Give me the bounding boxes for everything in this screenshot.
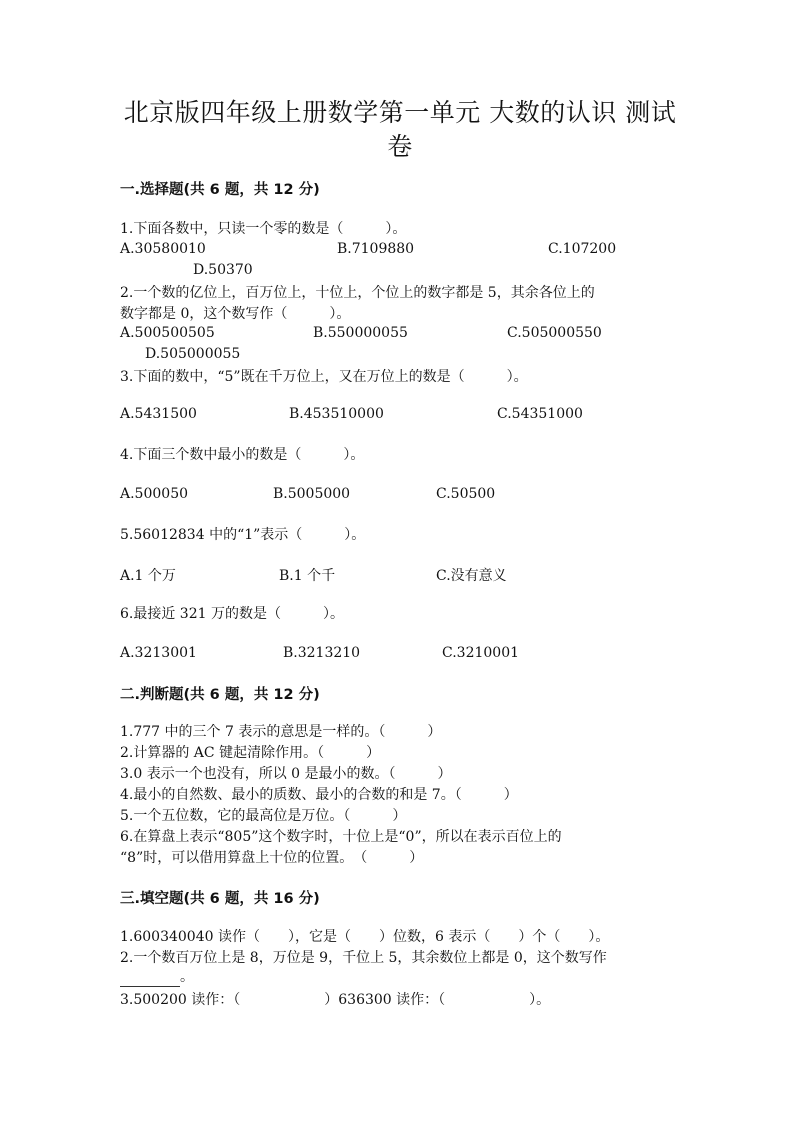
question-5-option-b: B.1 个千 — [279, 568, 336, 584]
question-5-stem: 5.56012834 中的“1”表示（ ）。 — [120, 527, 366, 543]
judge-item-6-line-2: “8”时，可以借用算盘上十位的位置。 （ ） — [120, 850, 424, 866]
judge-item-2: 2.计算器的 AC 键起清除作用。（ ） — [120, 745, 381, 761]
section-heading-fill: 三.填空题(共 6 题，共 16 分) — [120, 891, 320, 907]
judge-item-1: 1.777 中的三个 7 表示的意思是一样的。（ ） — [120, 724, 442, 740]
title-line-1: 北京版四年级上册数学第一单元 大数的认识 测试 — [123, 98, 677, 127]
question-2-option-b: B.550000055 — [313, 325, 408, 341]
question-1-option-c: C.107200 — [548, 241, 617, 257]
question-2-stem-line-1: 2.一个数的亿位上，百万位上，十位上，个位上的数字都是 5，其余各位上的 — [120, 285, 595, 301]
question-6-stem: 6.最接近 321 万的数是（ ）。 — [120, 606, 344, 622]
question-4-option-a: A.500050 — [120, 486, 189, 502]
fill-item-2-line-1: 2.一个数百万位上是 8，万位是 9，千位上 5，其余数位上都是 0，这个数写作 — [120, 950, 607, 966]
fill-item-3: 3.500200 读作：（ ）636300 读作：（ ）。 — [120, 992, 551, 1008]
answer-blank — [120, 972, 180, 987]
question-4-option-b: B.5005000 — [273, 486, 351, 502]
question-1-option-a: A.30580010 — [120, 241, 206, 257]
question-6-option-a: A.3213001 — [120, 645, 197, 661]
question-2-option-a: A.500500505 — [120, 325, 215, 341]
section-heading-judge: 二.判断题(共 6 题，共 12 分) — [120, 687, 320, 703]
question-4-stem: 4.下面三个数中最小的数是（ ）。 — [120, 447, 365, 463]
fill-item-2-period: 。 — [180, 969, 194, 985]
question-3-stem: 3.下面的数中，“5”既在千万位上，又在万位上的数是（ ）。 — [120, 369, 528, 385]
judge-item-4: 4.最小的自然数、最小的质数、最小的合数的和是 7。（ ） — [120, 787, 518, 803]
question-4-option-c: C.50500 — [436, 486, 496, 502]
title-line-2: 卷 — [387, 132, 413, 161]
judge-item-5: 5.一个五位数，它的最高位是万位。（ ） — [120, 808, 407, 824]
question-1-stem: 1.下面各数中，只读一个零的数是（ ）。 — [120, 221, 407, 237]
question-6-option-b: B.3213210 — [283, 645, 361, 661]
question-2-stem-line-2: 数字都是 0，这个数写作（ ）。 — [120, 306, 351, 322]
judge-item-3: 3.0 表示一个也没有，所以 0 是最小的数。（ ） — [120, 766, 452, 782]
fill-item-1: 1.600340040 读作（ ），它是（ ）位数，6 表示（ ）个（ ）。 — [120, 929, 610, 945]
question-2-option-d: D.505000055 — [145, 346, 241, 362]
page-title — [100, 96, 700, 164]
judge-item-6-line-1: 6.在算盘上表示“805”这个数字时，十位上是“0”，所以在表示百位上的 — [120, 829, 562, 845]
question-6-option-c: C.3210001 — [442, 645, 520, 661]
question-2-option-c: C.505000550 — [507, 325, 602, 341]
question-3-option-b: B.453510000 — [289, 406, 384, 422]
question-5-option-c: C.没有意义 — [436, 568, 507, 584]
fill-item-2-line-2 — [120, 967, 194, 987]
question-3-option-c: C.54351000 — [497, 406, 583, 422]
section-heading-choice: 一.选择题(共 6 题，共 12 分) — [120, 182, 320, 198]
question-1-option-d: D.50370 — [193, 262, 253, 278]
question-1-option-b: B.7109880 — [337, 241, 415, 257]
question-5-option-a: A.1 个万 — [120, 568, 176, 584]
question-3-option-a: A.5431500 — [120, 406, 197, 422]
